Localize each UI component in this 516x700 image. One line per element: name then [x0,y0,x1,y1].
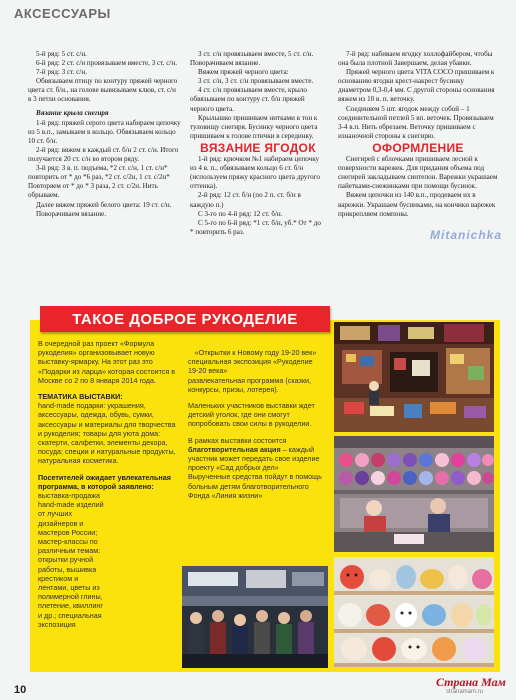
section-title: АКСЕССУАРЫ [14,6,111,21]
paragraph: Далее вяжем пряжей белого цвета: 19 ст. с/н. [36,200,172,209]
page-number: 10 [14,684,27,696]
section-heading: ВЯЗАНИЕ ЯГОДОК [200,140,316,155]
paragraph: 3 ст. с/н провязываем вместе, 5 ст. с/н. Поворачиваем вязание. [190,50,314,68]
site-logo: Страна Мам [436,675,506,689]
feature-banner: ТАКОЕ ДОБРОЕ РУКОДЕЛИЕ [40,306,330,332]
paragraph: 7-й ряд: 3 ст. с/н. [36,68,87,77]
paragraph: Снегирей с яблочками пришиваем лесной к поверхности варежек. Для придания объема под снегирей закладываем синтепон. Варежки украшаем пайетками-снежинками при помощи бусинок. [338,155,498,191]
feature-paragraph: Маленьких участников выставки ждет детский уголок, где они смогут попробовать свои силы в рукоделии. [188,401,315,429]
paragraph: Обвязываем птицу по контуру пряжей черного цвета ст. б/н., на голове вывязываем клюв, ст. с/н в 3 петли основания. [28,77,178,104]
column-3 [338,50,498,219]
paragraph: 6-й ряд: 2 ст. с/н провязываем вместе, 3 ст. с/н. [36,59,177,68]
paragraph: Поворачиваем вязание. [36,209,107,218]
feature-paragraph: развлекательная программа (сказки, конкурсы, призы, лотерея). [188,375,311,394]
photo-shop-interior [334,322,494,432]
site-url: stranamam.ru [446,689,484,695]
feature-paragraph: В рамках выставки состоится благотворительная акция – каждый участник может передать свое изделие проекту «Сад добрых дел» Вырученные средства пойдут в помощь больным детям благотворительного Фонда «Линия жизни» [188,435,322,500]
photo-knitted-toys [334,557,494,667]
paragraph: Пряжей черного цвета VITA COCO пришиваем к основанию ягодки крест-накрест бусинку диаметром 0,3-0,4 мм. С другой стороны основания вяжем из 10 в. п. веточку. [338,68,495,104]
watermark: Mitanichka [430,228,503,242]
paragraph: Крылышко пришиваем нитками в тон к туловищу снегиря. Бусинку черного цвета пришиваем к голове птички в серединку. [190,113,318,140]
paragraph: Соединяем 5 шт. ягодок между собой – 1 соединительной петлей 5 вп. веточек. Провязываем 3-4 в.п. Нить обрезаем. Веточку пришиваем с изнаночной стороны к снегирю. [338,104,494,140]
paragraph: 7-й ряд: набиваем ягодку холлофайбером, чтобы она была плотной Завершаем, делая убавки. [338,50,493,68]
feature-paragraph: специальная экспозиция «Рукоделие 19-20 века» [188,357,313,376]
column-1 [28,50,181,219]
section-heading: ОФОРМЛЕНИЕ [372,140,464,155]
paragraph: С 3-го по 4-й ряд: 12 ст. б/н. [198,209,283,218]
subheading: Вязание крыла снегиря [36,108,109,117]
photo-yarn-shelves [334,436,494,552]
paragraph: 5-й ряд: 5 ст. с/н. [36,50,87,58]
paragraph: 2-й ряд: вяжем в каждый ст. б/н 2 ст. с/н. Итого получается 20 ст. с/н во втором ряду. [28,145,179,164]
paragraph: Вяжем цепочки из 140 в.п., продеваем их в варежки. Украшаем бусинками, на кончики варежек прикрепляем помпоны. [338,191,496,218]
paragraph: 3-й ряд: 3 в. п. подъема, *2 ст. с/н, 1 ст. с/н* повторить от * до *6 раз, *2 ст. с/2н, 1 ст. с/2н* Повторяем от * до * 3 раза, 2 ст. с/2н. Нить обрываем. [28,164,170,200]
feature-subheading: Посетителей ожидает увлекательная программа, в которой заявлено: [38,472,171,491]
feature-topics: hand-made подарки: украшения, аксессуары, одежда, обувь, сумки, аксессуары и материалы для творчества и рукоделия; товары для уюта дома: скатерти, салфетки, элементы декора, посуда; специи и натуральные продукты, натуральная косметика. [38,401,176,466]
paragraph: 4 ст. с/н провязываем вместе, крыло обвязываем по контуру ст. б/н пряжей черного цвета. [190,86,307,113]
paragraph: 1-й ряд: пряжей серого цвета набираем цепочку из 5 в.п., замыкаем в кольцо. Обвязываем кольцо 10 ст. б/н. [28,118,181,145]
feature-program: выставка-продажа hand-made изделий от лучших дизайнеров и мастеров России; мастер-классы по различным темам: открытки ручной работы, вышивка крестиком и лентами, цветы из полимерной глины, плетение, квиллинг и др.; специальная экспозиция [38,491,104,629]
feature-subheading: ТЕМАТИКА ВЫСТАВКИ: [38,392,123,402]
column-2 [190,50,326,237]
paragraph: 1-й ряд: крючком №1 набираем цепочку из 4 в. п., обвязываем кольцо 6 ст. б/н (используем пряжу красного цвета другого оттенка). [190,155,320,191]
paragraph: 2-й ряд: 12 ст. б/н (по 2 п. ст. б/н в каждую п.) [190,191,301,209]
paragraph: 3 ст. с/н, 3 ст. с/н провязываем вместе. [198,77,314,86]
feature-intro: В очередной раз проект «Формула рукоделия» организовывает новую выставку-ярмарку. На этот раз это «Подарки из ларца» которая состоится в Москве со 2 по 8 января 2014 года. [38,339,176,385]
feature-column-1 [38,339,178,629]
paragraph: С 5-го по 6-й ряд: *1 ст. б/н, уб.* От * до * повторить 6 раз. [190,218,321,236]
photo-exhibition-crowd [182,566,328,668]
feature-paragraph: «Открытки к Новому году 19-20 век» [194,348,317,357]
feature-column-2 [188,338,323,500]
paragraph: Вяжем пряжей черного цвета: [198,68,289,77]
